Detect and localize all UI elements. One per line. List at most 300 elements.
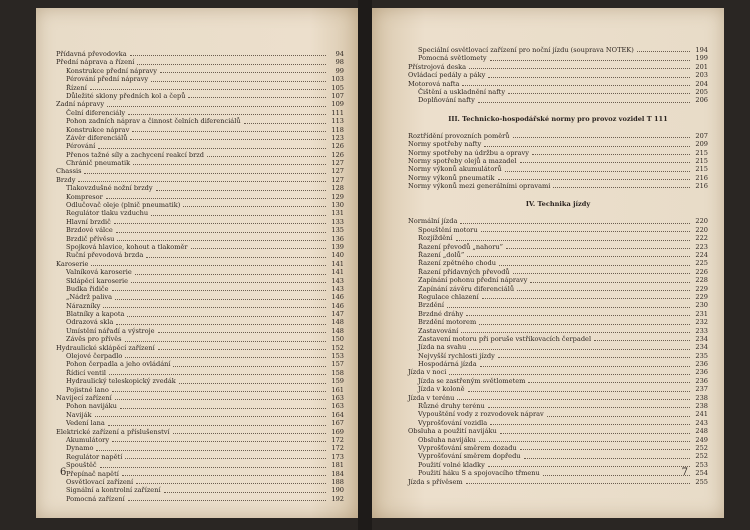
dot-leader bbox=[128, 114, 326, 115]
toc-entry-label: Řazení „dolů” bbox=[418, 251, 465, 260]
toc-entry-page: 127 bbox=[331, 175, 344, 184]
dot-leader bbox=[108, 425, 326, 426]
left-toc-column bbox=[56, 50, 344, 503]
toc-entry bbox=[56, 293, 344, 301]
dot-leader bbox=[469, 349, 690, 350]
dot-leader bbox=[466, 483, 690, 484]
toc-entry-label: Jízda s přívěsem bbox=[408, 477, 463, 486]
dot-leader bbox=[131, 282, 326, 283]
dot-leader bbox=[460, 223, 690, 224]
dot-leader bbox=[151, 81, 326, 82]
toc-entry-label: Pojistné lano bbox=[66, 385, 109, 394]
toc-entry-page: 231 bbox=[695, 309, 708, 318]
toc-entry-page: 152 bbox=[331, 343, 344, 352]
toc-entry-page: 234 bbox=[695, 334, 708, 343]
toc-entry bbox=[408, 276, 708, 284]
toc-entry-page: 253 bbox=[695, 460, 708, 469]
dot-leader bbox=[532, 154, 690, 155]
dot-leader bbox=[543, 475, 690, 476]
toc-entry-page: 243 bbox=[695, 418, 708, 427]
toc-entry bbox=[408, 71, 708, 79]
dot-leader bbox=[109, 374, 326, 375]
dot-leader bbox=[547, 416, 690, 417]
toc-entry-label: Čištění a uskladnění nafty bbox=[418, 87, 506, 96]
toc-entry-label: Hydraulický teleskopický zvedák bbox=[66, 377, 176, 386]
dot-leader bbox=[120, 408, 326, 409]
dot-leader bbox=[506, 248, 690, 249]
toc-entry bbox=[408, 335, 708, 343]
toc-entry bbox=[56, 134, 344, 142]
dot-leader bbox=[469, 68, 690, 69]
left-page bbox=[36, 8, 358, 518]
toc-entry-label: Elektrické zařízení a příslušenství bbox=[56, 427, 170, 436]
toc-entry bbox=[56, 277, 344, 285]
toc-entry-label: „Nádrž paliva bbox=[66, 293, 113, 302]
toc-entry-page: 236 bbox=[695, 360, 708, 369]
toc-entry-label: Normy spotřeby na údržbu a opravy bbox=[408, 148, 529, 157]
toc-entry bbox=[56, 58, 344, 66]
toc-entry-page: 143 bbox=[331, 284, 344, 293]
toc-entry-page: 172 bbox=[331, 435, 344, 444]
toc-entry bbox=[408, 452, 708, 460]
toc-entry-page: 216 bbox=[695, 182, 708, 191]
toc-entry-page: 127 bbox=[331, 159, 344, 168]
dot-leader bbox=[482, 298, 690, 299]
toc-entry bbox=[56, 117, 344, 125]
toc-entry-label: Ruční převodová brzda bbox=[66, 251, 144, 260]
dot-leader bbox=[468, 391, 691, 392]
toc-entry-label: Zadní nápravy bbox=[56, 100, 105, 109]
dot-leader bbox=[520, 162, 690, 163]
dot-leader bbox=[115, 399, 326, 400]
dot-leader bbox=[508, 93, 690, 94]
toc-entry-page: 143 bbox=[331, 276, 344, 285]
toc-entry bbox=[56, 453, 344, 461]
dot-leader bbox=[122, 475, 326, 476]
toc-entry-page: 255 bbox=[695, 477, 708, 486]
toc-entry bbox=[408, 394, 708, 402]
toc-entry-label: Chassis bbox=[56, 167, 82, 176]
toc-entry-page: 222 bbox=[695, 234, 708, 243]
dot-leader bbox=[505, 171, 690, 172]
dot-leader bbox=[191, 248, 326, 249]
toc-entry-label: Pomocná zařízení bbox=[66, 494, 125, 503]
toc-entry bbox=[56, 109, 344, 117]
toc-entry-page: 229 bbox=[695, 292, 708, 301]
toc-entry-page: 233 bbox=[695, 326, 708, 335]
toc-entry-label: Jízda na svahu bbox=[418, 343, 467, 352]
toc-entry-label: Valníková karoserie bbox=[66, 268, 132, 277]
toc-entry bbox=[56, 193, 344, 201]
toc-entry bbox=[56, 268, 344, 276]
toc-entry bbox=[56, 352, 344, 360]
toc-entry bbox=[56, 335, 344, 343]
toc-entry-page: 147 bbox=[331, 310, 344, 319]
toc-entry-page: 141 bbox=[331, 259, 344, 268]
dot-leader bbox=[481, 231, 690, 232]
dot-leader bbox=[467, 256, 690, 257]
toc-entry bbox=[408, 234, 708, 242]
dot-leader bbox=[156, 190, 326, 191]
toc-entry-label: Brzdy bbox=[56, 175, 76, 184]
dot-leader bbox=[456, 240, 690, 241]
toc-entry bbox=[408, 352, 708, 360]
toc-entry-label: Důležité sklony předních kol a čepů bbox=[66, 91, 186, 100]
toc-entry-label: Brzdění motorem bbox=[418, 318, 477, 327]
toc-entry bbox=[56, 369, 344, 377]
dot-leader bbox=[135, 274, 326, 275]
toc-entry-page: 230 bbox=[695, 301, 708, 310]
toc-entry bbox=[56, 436, 344, 444]
section-heading-3: III. Technicko-hospodářské normy pro provoz vozidel T 111 bbox=[448, 114, 668, 123]
toc-entry bbox=[56, 218, 344, 226]
toc-entry bbox=[408, 436, 708, 444]
toc-entry bbox=[56, 377, 344, 385]
dot-leader bbox=[498, 179, 690, 180]
toc-group-top bbox=[408, 46, 708, 105]
toc-entry bbox=[56, 159, 344, 167]
toc-entry bbox=[408, 469, 708, 477]
toc-entry bbox=[408, 327, 708, 335]
toc-entry bbox=[56, 285, 344, 293]
dot-leader bbox=[173, 366, 326, 367]
toc-entry-page: 188 bbox=[331, 477, 344, 486]
toc-entry bbox=[56, 411, 344, 419]
toc-entry-label: Spouštěč bbox=[66, 461, 97, 470]
toc-entry bbox=[408, 140, 708, 148]
toc-entry-page: 107 bbox=[331, 91, 344, 100]
dot-leader bbox=[207, 156, 326, 157]
dot-leader bbox=[100, 467, 326, 468]
toc-entry bbox=[408, 149, 708, 157]
dot-leader bbox=[479, 441, 690, 442]
toc-entry-page: 209 bbox=[695, 140, 708, 149]
dot-leader bbox=[96, 450, 326, 451]
dot-leader bbox=[114, 223, 326, 224]
toc-entry-label: Pohon navijáku bbox=[66, 402, 117, 411]
toc-entry-page: 236 bbox=[695, 376, 708, 385]
dot-leader bbox=[637, 51, 690, 52]
dot-leader bbox=[461, 332, 690, 333]
toc-entry-page: 206 bbox=[695, 96, 708, 105]
toc-entry bbox=[408, 293, 708, 301]
toc-entry bbox=[408, 427, 708, 435]
dot-leader bbox=[78, 181, 326, 182]
toc-entry-label: Jízda v terénu bbox=[408, 393, 455, 402]
dot-leader bbox=[115, 299, 326, 300]
toc-entry-page: 127 bbox=[331, 167, 344, 176]
dot-leader bbox=[490, 424, 690, 425]
toc-entry bbox=[56, 486, 344, 494]
toc-entry-label: Použití volné kladky bbox=[418, 460, 485, 469]
toc-entry-page: 223 bbox=[695, 242, 708, 251]
dot-leader bbox=[91, 265, 326, 266]
toc-entry-label: Jízda v noci bbox=[408, 368, 447, 377]
dot-leader bbox=[112, 391, 326, 392]
toc-entry bbox=[408, 310, 708, 318]
toc-entry bbox=[56, 260, 344, 268]
toc-entry-label: Pérování bbox=[66, 142, 96, 151]
toc-entry-label: Brzdové válce bbox=[66, 226, 113, 235]
dot-leader bbox=[90, 89, 326, 90]
toc-entry bbox=[408, 301, 708, 309]
toc-entry-label: Motorová nafta bbox=[408, 79, 460, 88]
toc-entry bbox=[56, 184, 344, 192]
toc-entry-page: 109 bbox=[331, 100, 344, 109]
toc-entry-page: 105 bbox=[331, 83, 344, 92]
toc-entry bbox=[56, 92, 344, 100]
toc-entry-label: Kompresor bbox=[66, 192, 103, 201]
toc-entry-label: Spojková hlavice, kohout a tlakoměr bbox=[66, 242, 188, 251]
toc-entry-page: 133 bbox=[331, 217, 344, 226]
toc-entry bbox=[56, 243, 344, 251]
toc-entry-label: Normy spotřeby nafty bbox=[408, 140, 482, 149]
toc-entry-page: 203 bbox=[695, 71, 708, 80]
toc-entry-page: 153 bbox=[331, 352, 344, 361]
toc-entry bbox=[408, 259, 708, 267]
toc-entry-page: 163 bbox=[331, 402, 344, 411]
toc-group-section-3 bbox=[408, 132, 708, 191]
toc-entry-page: 118 bbox=[331, 125, 344, 134]
dot-leader bbox=[106, 198, 326, 199]
toc-entry-page: 238 bbox=[695, 393, 708, 402]
dot-leader bbox=[466, 315, 690, 316]
toc-entry-page: 207 bbox=[695, 131, 708, 140]
dot-leader bbox=[553, 187, 690, 188]
toc-entry-label: Brzdič přívěsu bbox=[66, 234, 115, 243]
dot-leader bbox=[116, 324, 326, 325]
toc-entry-page: 205 bbox=[695, 87, 708, 96]
toc-entry-label: Přepínač napětí bbox=[66, 469, 119, 478]
toc-entry-label: Vypouštění vody z rozvodovek náprav bbox=[418, 410, 544, 419]
toc-entry-page: 99 bbox=[335, 66, 344, 75]
toc-entry-label: Vedení lana bbox=[66, 419, 105, 428]
toc-entry-page: 169 bbox=[331, 427, 344, 436]
toc-entry-label: Navijecí zařízení bbox=[56, 394, 112, 402]
toc-entry-label: Doplňování nafty bbox=[418, 96, 475, 105]
toc-entry-label: Signální a kontrolní zařízení bbox=[66, 486, 161, 495]
toc-entry bbox=[408, 174, 708, 182]
toc-entry bbox=[56, 100, 344, 108]
toc-entry bbox=[408, 63, 708, 71]
dot-leader bbox=[98, 148, 326, 149]
toc-entry-label: Regulátor tlaku vzduchu bbox=[66, 209, 149, 218]
toc-entry-label: Vyprošťování směrem dopředu bbox=[418, 452, 521, 461]
dot-leader bbox=[103, 307, 326, 308]
toc-entry bbox=[56, 470, 344, 478]
toc-entry bbox=[56, 302, 344, 310]
dot-leader bbox=[158, 332, 326, 333]
toc-entry-label: Řazení zpětného chodu bbox=[418, 259, 496, 268]
toc-entry-page: 141 bbox=[331, 268, 344, 277]
dot-leader bbox=[500, 433, 690, 434]
toc-entry bbox=[408, 182, 708, 190]
dot-leader bbox=[449, 374, 690, 375]
right-toc-column bbox=[408, 46, 708, 486]
dot-leader bbox=[530, 282, 690, 283]
toc-entry bbox=[56, 201, 344, 209]
dot-leader bbox=[499, 265, 690, 266]
dot-leader bbox=[457, 399, 690, 400]
toc-entry-page: 148 bbox=[331, 318, 344, 327]
toc-entry bbox=[56, 360, 344, 368]
toc-entry-page: 204 bbox=[695, 79, 708, 88]
dot-leader bbox=[447, 307, 690, 308]
toc-entry-label: Osvětlovací zařízení bbox=[66, 477, 134, 486]
toc-entry-page: 194 bbox=[695, 45, 708, 54]
dot-leader bbox=[462, 85, 690, 86]
toc-entry-label: Vyprošťování vozidla bbox=[418, 418, 488, 427]
toc-entry-label: Pohon čerpadla a jeho ovládání bbox=[66, 360, 171, 369]
toc-entry-page: 224 bbox=[695, 251, 708, 260]
toc-entry-label: Obsluha navijáku bbox=[418, 435, 476, 444]
toc-entry-page: 136 bbox=[331, 234, 344, 243]
right-page-number: 7 bbox=[681, 467, 688, 478]
dot-leader bbox=[488, 407, 690, 408]
toc-entry bbox=[408, 226, 708, 234]
toc-entry-page: 237 bbox=[695, 385, 708, 394]
left-page-number: 6 bbox=[60, 467, 67, 478]
dot-leader bbox=[125, 458, 326, 459]
toc-entry-label: Vyprošťování směrem dozadu bbox=[418, 444, 517, 452]
dot-leader bbox=[478, 102, 690, 103]
toc-entry-label: Přední náprava a řízení bbox=[56, 58, 135, 67]
toc-entry-label: Konstrukce přední nápravy bbox=[66, 66, 157, 75]
toc-entry bbox=[56, 394, 344, 402]
toc-entry-page: 130 bbox=[331, 201, 344, 210]
dot-leader bbox=[164, 492, 326, 493]
toc-entry-label: Normy výkonů mezi generálními opravami bbox=[408, 182, 551, 191]
toc-entry bbox=[408, 217, 708, 225]
toc-entry bbox=[56, 402, 344, 410]
toc-entry-label: Závěr diferenciálů bbox=[66, 133, 128, 142]
dot-leader bbox=[112, 441, 326, 442]
dot-leader bbox=[130, 139, 326, 140]
toc-entry-page: 184 bbox=[331, 469, 344, 478]
toc-entry-page: 157 bbox=[331, 360, 344, 369]
dot-leader bbox=[528, 382, 690, 383]
dot-leader bbox=[513, 273, 690, 274]
toc-entry bbox=[56, 251, 344, 259]
dot-leader bbox=[479, 324, 690, 325]
dot-leader bbox=[490, 60, 690, 61]
toc-entry-page: 167 bbox=[331, 419, 344, 428]
toc-entry bbox=[56, 151, 344, 159]
toc-entry-page: 226 bbox=[695, 267, 708, 276]
toc-entry-page: 235 bbox=[695, 351, 708, 360]
dot-leader bbox=[107, 106, 326, 107]
toc-entry bbox=[56, 444, 344, 452]
toc-entry-label: Různé druhy terénu bbox=[418, 402, 485, 411]
dot-leader bbox=[484, 146, 690, 147]
toc-entry-page: 148 bbox=[331, 326, 344, 335]
toc-entry-label: Sklápěcí karoserie bbox=[66, 276, 129, 285]
toc-entry-label: Pérování přední nápravy bbox=[66, 75, 149, 84]
toc-entry-page: 123 bbox=[331, 133, 344, 142]
toc-entry-page: 126 bbox=[331, 150, 344, 159]
toc-entry-label: Pohon zadních náprav a činnost čelních diferenciálů bbox=[66, 117, 241, 126]
toc-entry-label: Obsluha a použití navijáku bbox=[408, 427, 497, 436]
toc-entry-label: Hospodárná jízda bbox=[418, 360, 477, 369]
dot-leader bbox=[498, 357, 690, 358]
toc-entry-label: Naviják bbox=[66, 410, 92, 419]
toc-entry-page: 236 bbox=[695, 368, 708, 377]
toc-entry-page: 131 bbox=[331, 209, 344, 218]
toc-entry-page: 159 bbox=[331, 377, 344, 386]
toc-entry-label: Spouštění motoru bbox=[418, 225, 478, 234]
toc-entry bbox=[56, 50, 344, 58]
toc-entry-label: Normy výkonů pneumatik bbox=[408, 173, 495, 182]
toc-entry-page: 94 bbox=[335, 49, 344, 58]
dot-leader bbox=[95, 416, 326, 417]
toc-entry-label: Speciální osvětlovací zařízení pro noční jízdu (souprava NOTEK) bbox=[418, 45, 634, 54]
dot-leader bbox=[520, 449, 690, 450]
toc-entry-label: Regulace chlazení bbox=[418, 292, 479, 301]
dot-leader bbox=[160, 72, 326, 73]
toc-entry-page: 238 bbox=[695, 402, 708, 411]
toc-entry-page: 181 bbox=[331, 461, 344, 470]
toc-entry bbox=[56, 327, 344, 335]
toc-entry-page: 103 bbox=[331, 75, 344, 84]
toc-entry-page: 161 bbox=[331, 385, 344, 394]
toc-entry-label: Normální jízda bbox=[408, 217, 458, 226]
toc-entry-page: 163 bbox=[331, 394, 344, 402]
dot-leader bbox=[524, 458, 690, 459]
toc-entry-label: Hlavní brzdič bbox=[66, 217, 111, 226]
toc-entry-label: Přídavná převodovka bbox=[56, 49, 127, 58]
toc-entry bbox=[408, 360, 708, 368]
toc-entry-page: 173 bbox=[331, 452, 344, 461]
toc-entry-label: Brzdění bbox=[418, 301, 444, 310]
dot-leader bbox=[488, 77, 690, 78]
dot-leader bbox=[513, 137, 690, 138]
toc-entry-page: 192 bbox=[331, 494, 344, 503]
toc-entry bbox=[408, 343, 708, 351]
toc-entry-page: 135 bbox=[331, 226, 344, 235]
toc-entry-page: 241 bbox=[695, 410, 708, 419]
toc-entry-label: Odrazová skla bbox=[66, 318, 114, 327]
toc-entry bbox=[408, 132, 708, 140]
toc-entry-page: 252 bbox=[695, 444, 708, 452]
dot-leader bbox=[146, 257, 326, 258]
toc-entry-page: 113 bbox=[331, 117, 344, 126]
toc-entry bbox=[408, 80, 708, 88]
toc-entry bbox=[408, 419, 708, 427]
toc-entry-page: 229 bbox=[695, 284, 708, 293]
toc-entry-page: 150 bbox=[331, 335, 344, 344]
toc-entry-label: Nárazníky bbox=[66, 301, 101, 310]
dot-leader bbox=[133, 164, 326, 165]
toc-entry-label: Pomocná světlomety bbox=[418, 54, 487, 63]
toc-entry-label: Ovládací pedály a páky bbox=[408, 71, 486, 80]
toc-entry-page: 158 bbox=[331, 368, 344, 377]
toc-entry-page: 98 bbox=[335, 58, 344, 67]
toc-entry bbox=[408, 54, 708, 62]
toc-entry-page: 234 bbox=[695, 343, 708, 352]
toc-entry bbox=[408, 285, 708, 293]
toc-entry-page: 126 bbox=[331, 142, 344, 151]
toc-entry-label: Regulátor napětí bbox=[66, 452, 123, 461]
toc-entry-page: 215 bbox=[695, 165, 708, 174]
toc-entry-label: Budka řidiče bbox=[66, 284, 109, 293]
dot-leader bbox=[84, 173, 326, 174]
toc-entry-page: 249 bbox=[695, 435, 708, 444]
dot-leader bbox=[127, 316, 326, 317]
toc-group-section-4 bbox=[408, 217, 708, 486]
toc-entry bbox=[56, 126, 344, 134]
toc-entry bbox=[56, 209, 344, 217]
toc-entry-page: 220 bbox=[695, 217, 708, 226]
